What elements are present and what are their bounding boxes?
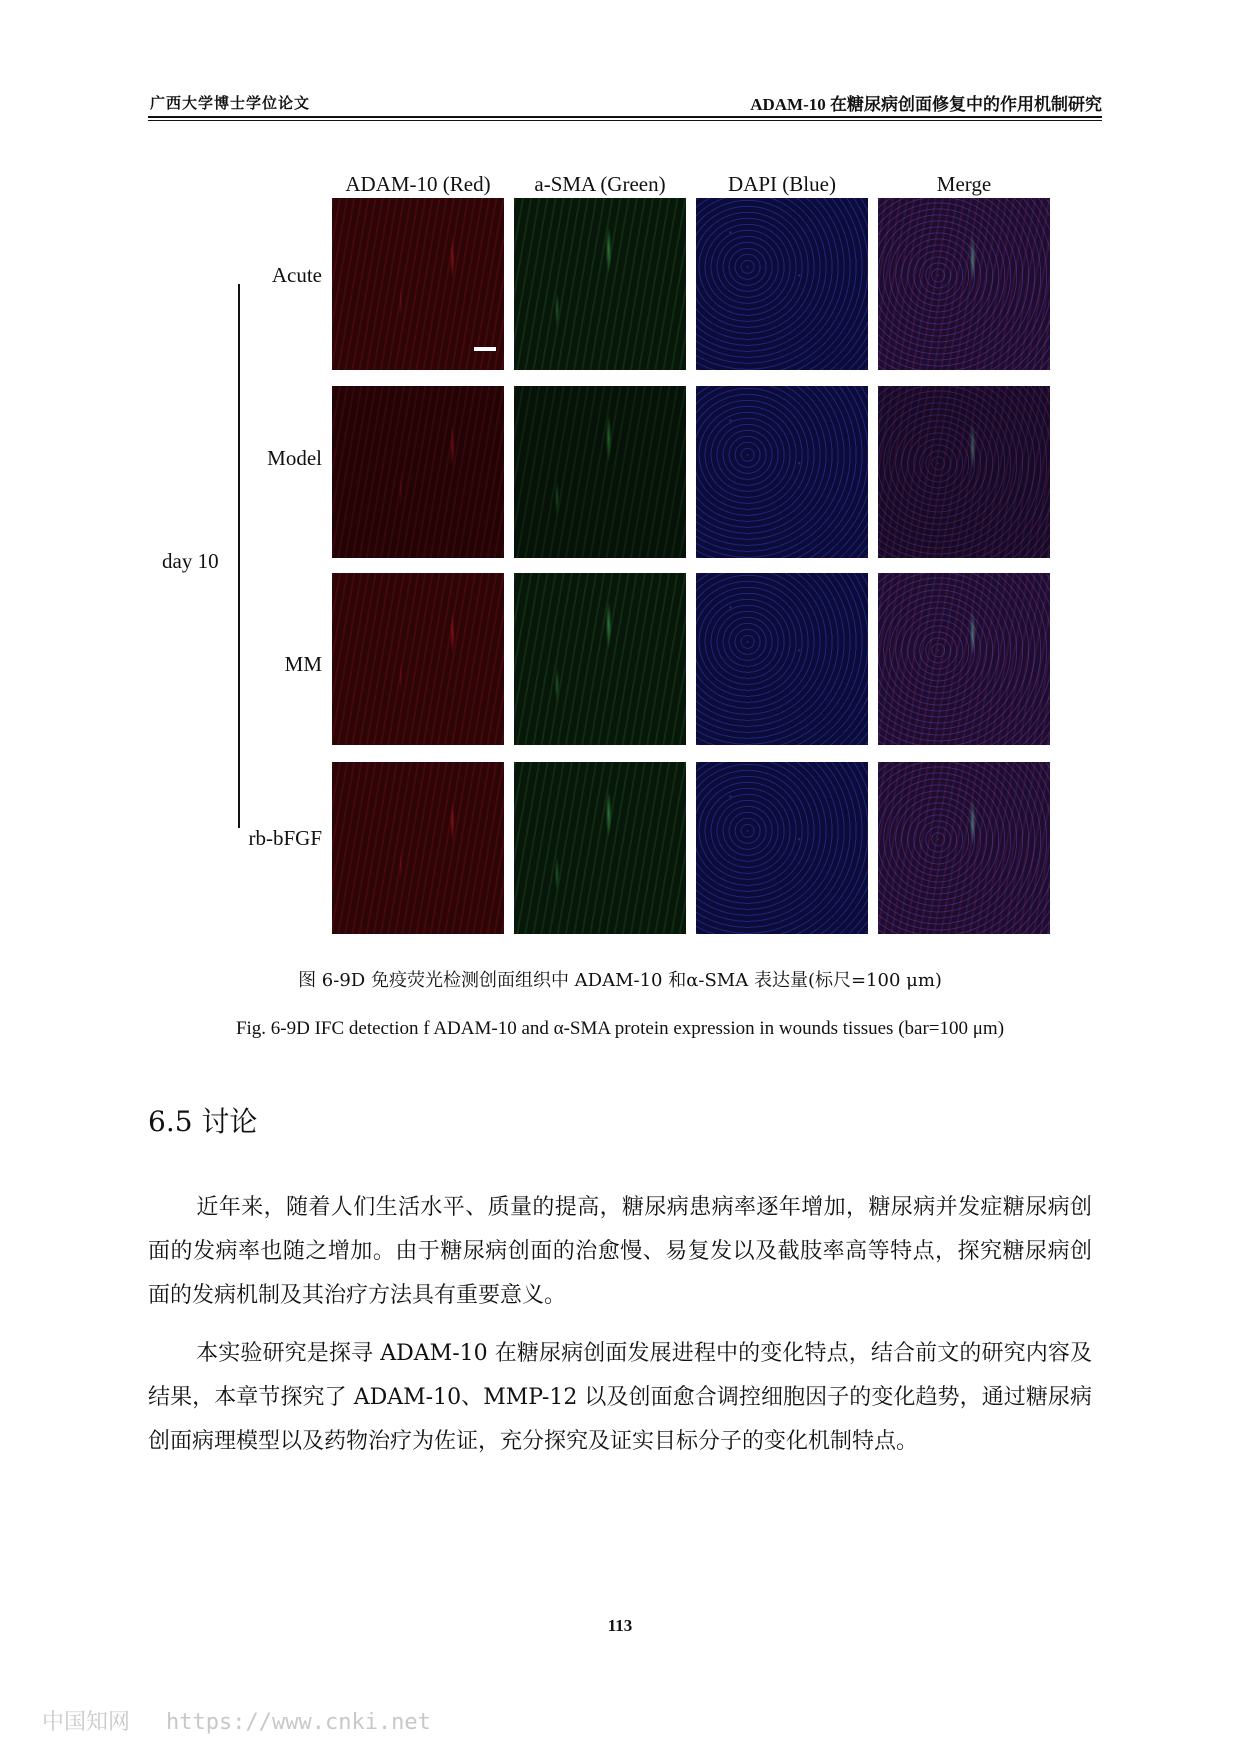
figure-caption-chinese: 图 6-9D 免疫荧光检测创面组织中 ADAM-10 和α-SMA 表达量(标尺=100 μm) (298, 970, 942, 991)
row-label-mm: MM (284, 652, 322, 676)
image-mm-merge (878, 573, 1050, 745)
row-label-model: Model (267, 446, 322, 470)
group-bracket (238, 284, 240, 828)
figure-caption-english: Fig. 6-9D IFC detection f ADAM-10 and α-SMA protein expression in wounds tissues (bar=100 μm) (235, 1018, 1005, 1039)
image-acute-dapi (696, 198, 868, 370)
running-header-left: 广西大学博士学位论文 (150, 94, 311, 112)
paragraph-2 (148, 1332, 1092, 1464)
column-label-asma: a-SMA (Green) (534, 172, 666, 196)
watermark-site-name: 中国知网 (42, 1710, 131, 1735)
column-label-merge: Merge (936, 172, 992, 196)
paragraph-2-text: 本实验研究是探寻 ADAM-10 在糖尿病创面发展进程中的变化特点，结合前文的研究内容及结果，本章节探究了 ADAM-10、MMP-12 以及创面愈合调控细胞因子的变化趋势，通过糖尿病创面病理模型以及药物治疗为佐证，充分探究及证实目标分子的变化机制特点。 (148, 1341, 1092, 1454)
page-number: 113 (607, 1616, 633, 1635)
row-label-rb-bfgf: rb-bFGF (248, 826, 322, 850)
image-model-merge (878, 386, 1050, 558)
column-label-adam10: ADAM-10 (Red) (345, 172, 491, 196)
image-acute-adam10 (332, 198, 504, 370)
image-rbbfgf-merge (878, 762, 1050, 934)
image-rbbfgf-asma (514, 762, 686, 934)
image-rbbfgf-adam10 (332, 762, 504, 934)
paragraph-1-text: 近年来，随着人们生活水平、质量的提高，糖尿病患病率逐年增加，糖尿病并发症糖尿病创面的发病率也随之增加。由于糖尿病创面的治愈慢、易复发以及截肢率高等特点，探究糖尿病创面的发病机制及其治疗方法具有重要意义。 (148, 1195, 1092, 1308)
group-label-day10: day 10 (162, 549, 219, 573)
image-acute-merge (878, 198, 1050, 370)
image-model-adam10 (332, 386, 504, 558)
image-acute-asma (514, 198, 686, 370)
row-label-acute: Acute (271, 263, 322, 287)
watermark (42, 1705, 467, 1736)
image-mm-dapi (696, 573, 868, 745)
running-header-right: ADAM-10 在糖尿病创面修复中的作用机制研究 (750, 95, 1102, 114)
watermark-url: https://www.cnki.net (166, 1710, 431, 1735)
image-mm-asma (514, 573, 686, 745)
scale-bar (474, 347, 496, 351)
image-mm-adam10 (332, 573, 504, 745)
section-heading: 6.5 讨论 (148, 1105, 258, 1138)
image-model-dapi (696, 386, 868, 558)
column-label-dapi: DAPI (Blue) (728, 172, 836, 196)
image-model-asma (514, 386, 686, 558)
image-rbbfgf-dapi (696, 762, 868, 934)
paragraph-1 (148, 1186, 1092, 1318)
